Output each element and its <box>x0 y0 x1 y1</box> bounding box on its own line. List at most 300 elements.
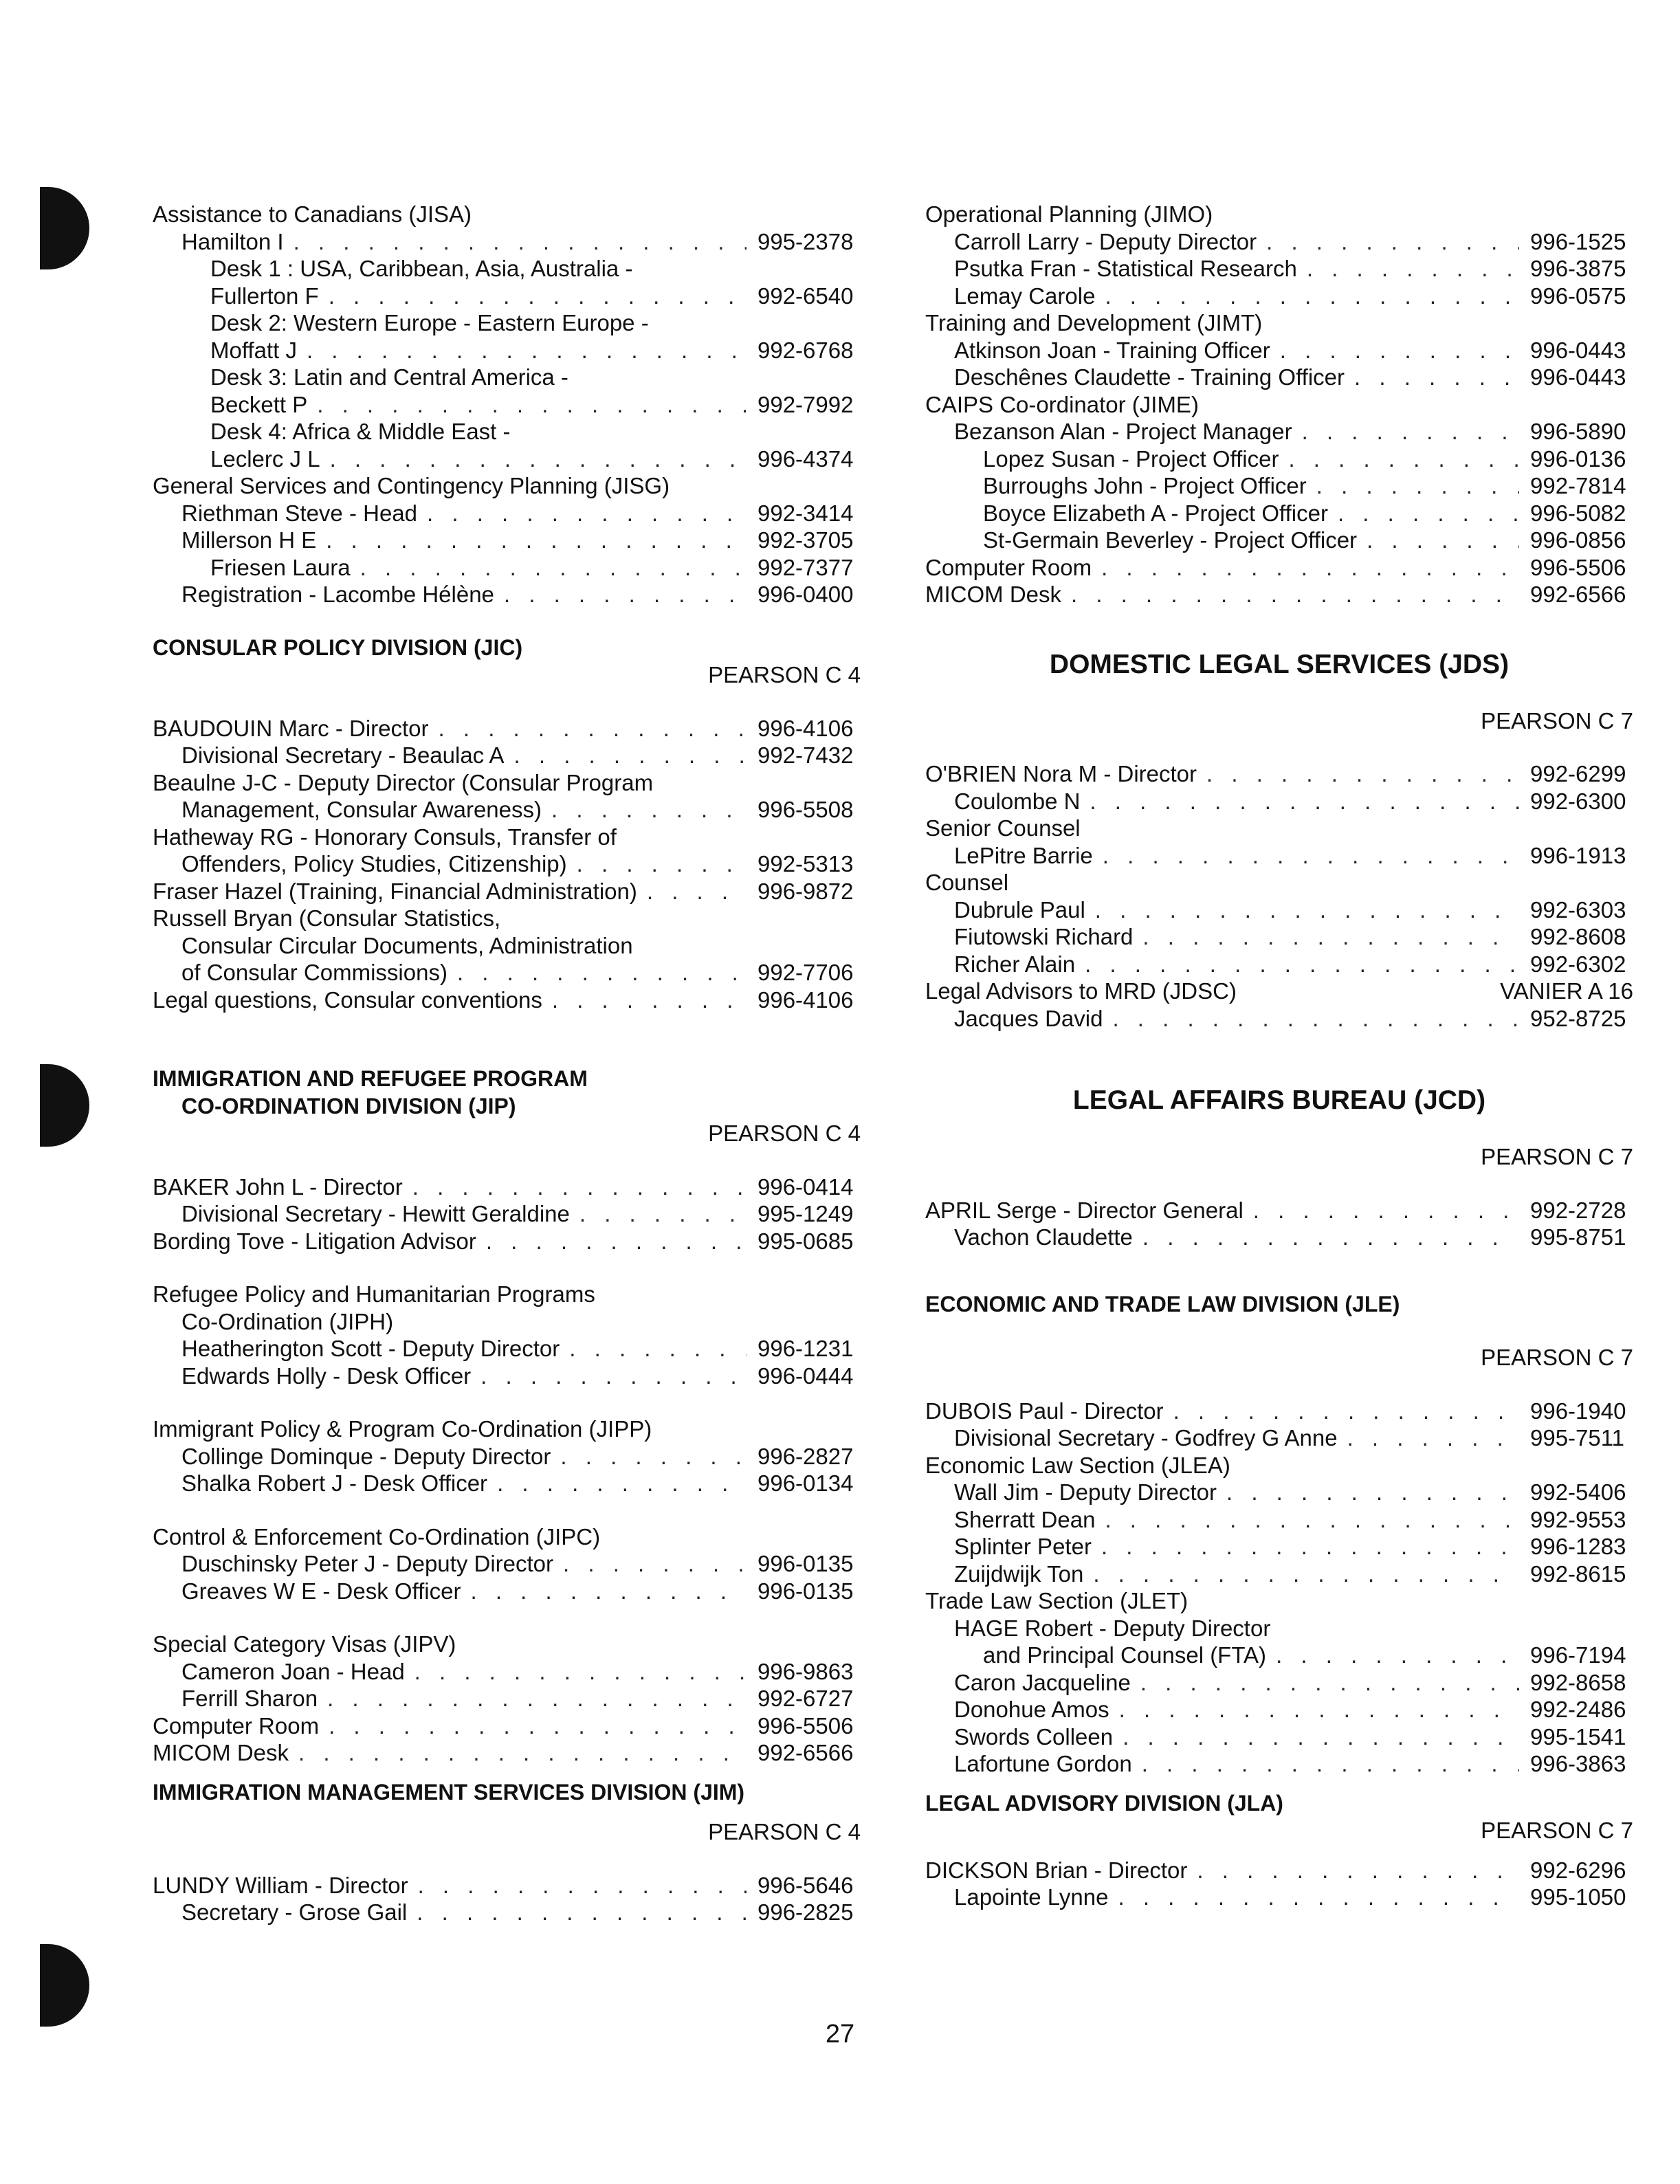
entry-label: St-Germain Beverley - Project Officer <box>983 527 1358 553</box>
directory-entry <box>925 1533 1633 1560</box>
entry-label: General Services and Contingency Planning (JISG) <box>153 473 670 498</box>
directory-entry <box>153 824 861 851</box>
dot-leader <box>560 1443 747 1470</box>
entry-label: Leclerc J L <box>210 445 320 472</box>
directory-entry <box>153 1578 861 1605</box>
dot-leader <box>1140 1669 1519 1697</box>
spacer <box>153 1846 861 1872</box>
spacer <box>153 1497 861 1523</box>
dot-leader <box>1173 1398 1519 1425</box>
directory-entry <box>925 760 1633 788</box>
phone-number: 992-7992 <box>758 391 854 417</box>
phone-number: 996-0856 <box>1530 527 1626 553</box>
entry-label: Splinter Peter <box>954 1534 1092 1559</box>
spacer <box>925 1032 1633 1072</box>
section-title: CONSULAR POLICY DIVISION (JIC) <box>153 635 523 660</box>
dot-leader <box>457 959 747 986</box>
dot-leader <box>418 1872 747 1899</box>
phone-number: 996-1231 <box>758 1336 854 1361</box>
entry-label: Operational Planning (JIMO) <box>925 201 1213 227</box>
dot-leader <box>1123 1723 1519 1751</box>
section-title: IMMIGRATION MANAGEMENT SERVICES DIVISION (JIM) <box>153 1779 745 1805</box>
phone-number: 995-0685 <box>758 1228 854 1254</box>
entry-label: Deschênes Claudette - Training Officer <box>954 364 1345 390</box>
spacer <box>925 681 1633 707</box>
directory-entry <box>153 1200 861 1228</box>
entry-label: Heatherington Scott - Deputy Director <box>181 1336 560 1361</box>
entry-label: Lemay Carole <box>954 283 1096 309</box>
directory-entry <box>153 959 861 986</box>
entry-label: Refugee Policy and Humanitarian Programs <box>153 1281 595 1307</box>
phone-number: 996-1283 <box>1530 1534 1626 1559</box>
phone-number: 996-5506 <box>1530 554 1626 580</box>
dot-leader <box>497 1470 747 1497</box>
phone-number: 996-5646 <box>758 1872 854 1898</box>
entry-label: Richer Alain <box>954 951 1076 977</box>
phone-number: 996-3875 <box>1530 256 1626 281</box>
directory-entry <box>925 1750 1633 1778</box>
phone-number: 992-9553 <box>1530 1506 1626 1532</box>
directory-entry <box>925 1506 1633 1534</box>
punch-hole-bottom <box>40 1944 89 2027</box>
phone-number: 996-0136 <box>1530 445 1626 472</box>
phone-number: 996-0414 <box>758 1173 854 1200</box>
entry-label: Fiutowski Richard <box>954 924 1134 949</box>
dot-leader <box>480 1363 747 1390</box>
phone-number: 995-1050 <box>1530 1884 1626 1910</box>
entry-label: Hamilton I <box>181 228 284 254</box>
punch-hole-middle <box>40 1064 89 1147</box>
spacer <box>153 1255 861 1281</box>
directory-entry <box>153 201 861 228</box>
entry-label: Duschinsky Peter J - Deputy Director <box>181 1551 554 1576</box>
phone-number: 996-5082 <box>1530 500 1626 526</box>
entry-label: Registration - Lacombe Hélène <box>181 582 494 607</box>
directory-entry <box>153 472 861 500</box>
directory-entry <box>925 1615 1633 1642</box>
phone-number: 996-4106 <box>758 986 854 1013</box>
entry-label: Atkinson Joan - Training Officer <box>954 337 1270 363</box>
directory-entry <box>925 896 1633 924</box>
dot-leader <box>327 1685 747 1712</box>
directory-entry <box>925 1669 1633 1697</box>
phone-number: 992-6540 <box>758 283 854 309</box>
office-location: PEARSON C 7 <box>1481 1818 1633 1843</box>
spacer <box>153 1806 861 1818</box>
dot-leader <box>1206 760 1519 788</box>
entry-label: Psutka Fran - Statistical Research <box>954 256 1297 281</box>
spacer <box>153 1389 861 1415</box>
directory-entry <box>925 337 1633 364</box>
entry-label: Boyce Elizabeth A - Project Officer <box>983 500 1328 526</box>
directory-entry <box>153 1550 861 1578</box>
entry-label: MICOM Desk <box>153 1740 289 1765</box>
directory-entry <box>925 228 1633 256</box>
entry-label: Millerson H E <box>181 527 317 553</box>
directory-entry <box>153 1712 861 1740</box>
phone-number: 992-2728 <box>1530 1197 1626 1223</box>
directory-entry <box>925 842 1633 870</box>
dot-leader <box>1316 472 1519 500</box>
phone-number: 996-1913 <box>1530 842 1626 868</box>
spacer <box>925 734 1633 760</box>
directory-entry <box>925 1479 1633 1506</box>
phone-number: 996-4106 <box>758 715 854 741</box>
phone-number: 996-0400 <box>758 582 854 607</box>
entry-label: DICKSON Brian - Director <box>925 1857 1188 1883</box>
dot-leader <box>298 1739 747 1767</box>
phone-number: 992-8658 <box>1530 1669 1626 1695</box>
entry-label: Desk 4: Africa & Middle East - <box>210 419 511 444</box>
directory-entry <box>925 527 1633 554</box>
entry-label: BAKER John L - Director <box>153 1173 403 1200</box>
bureau-title: LEGAL AFFAIRS BUREAU (JCD) <box>1072 1085 1486 1115</box>
phone-number: 996-0443 <box>1530 337 1626 363</box>
directory-entry <box>925 788 1633 815</box>
directory-entry <box>153 1415 861 1443</box>
phone-number: 995-1249 <box>758 1201 854 1226</box>
directory-entry <box>925 1587 1633 1615</box>
directory-entry <box>925 283 1633 310</box>
phone-number: 996-5506 <box>758 1712 854 1739</box>
phone-number: 995-7511 <box>1530 1425 1625 1451</box>
entry-label: LePitre Barrie <box>954 842 1093 868</box>
phone-number: 992-5406 <box>1530 1479 1626 1505</box>
dot-leader <box>1142 923 1519 951</box>
directory-entry <box>153 1173 861 1201</box>
directory-entry <box>153 1335 861 1363</box>
entry-label: Consular Circular Documents, Administration <box>181 932 633 958</box>
entry-label: Computer Room <box>153 1712 320 1739</box>
entry-label: Lapointe Lynne <box>954 1884 1109 1910</box>
phone-number: 996-4374 <box>758 445 854 472</box>
directory-entry <box>153 796 861 824</box>
phone-number: 996-0135 <box>758 1578 854 1604</box>
section-title: ECONOMIC AND TRADE LAW DIVISION (JLE) <box>925 1291 1400 1316</box>
dot-leader <box>1103 842 1519 870</box>
entry-label: Beckett P <box>210 391 308 417</box>
entry-label: Legal Advisors to MRD (JDSC) <box>925 978 1237 1004</box>
directory-entry <box>925 255 1633 283</box>
dot-leader <box>1119 1696 1519 1723</box>
directory-entry <box>153 309 861 337</box>
entry-label: Divisional Secretary - Godfrey G Anne <box>954 1425 1338 1451</box>
entry-label: Carroll Larry - Deputy Director <box>954 228 1257 254</box>
entry-label: Training and Development (JIMT) <box>925 310 1263 335</box>
entry-label: Moffatt J <box>210 337 297 363</box>
directory-entry <box>153 418 861 445</box>
directory-entry <box>153 1872 861 1899</box>
entry-label: Shalka Robert J - Desk Officer <box>181 1470 488 1496</box>
dot-leader <box>1266 228 1519 256</box>
phone-number: 992-7706 <box>758 960 854 985</box>
directory-entry <box>153 742 861 769</box>
entry-label: Management, Consular Awareness) <box>181 797 542 822</box>
directory-entry <box>153 337 861 364</box>
directory-entry <box>153 1228 861 1255</box>
directory-entry <box>925 869 1633 896</box>
dot-leader <box>1354 364 1519 391</box>
spacer <box>925 1072 1633 1084</box>
entry-label: Swords Colleen <box>954 1723 1114 1750</box>
dot-leader <box>417 1899 747 1926</box>
dot-leader <box>1288 445 1519 473</box>
directory-entry <box>153 1281 861 1308</box>
dot-leader <box>1090 788 1519 815</box>
entry-label: Friesen Laura <box>210 554 351 580</box>
spacer <box>925 1318 1633 1344</box>
entry-label: MICOM Desk <box>925 582 1061 607</box>
dot-leader <box>579 1200 747 1228</box>
directory-entry <box>925 1723 1633 1751</box>
phone-number: 992-5313 <box>758 851 854 876</box>
directory-entry <box>925 1884 1633 1911</box>
directory-entry <box>925 1696 1633 1723</box>
phone-number: 996-3863 <box>1530 1751 1626 1776</box>
dot-leader <box>307 337 747 364</box>
dot-leader <box>1101 1533 1519 1560</box>
entry-label: Russell Bryan (Consular Statistics, <box>153 905 501 931</box>
entry-label: Desk 2: Western Europe - Eastern Europe - <box>210 310 649 335</box>
dot-leader <box>1302 418 1519 445</box>
entry-label: Desk 3: Latin and Central America - <box>210 364 568 390</box>
dot-leader <box>329 283 747 310</box>
directory-entry <box>925 418 1633 445</box>
phone-number: 992-7432 <box>758 742 854 768</box>
entry-label: Dubrule Paul <box>954 896 1085 923</box>
directory-entry <box>925 391 1633 419</box>
dot-leader <box>1276 1642 1519 1669</box>
spacer <box>925 1778 1633 1790</box>
dot-leader <box>326 527 747 554</box>
directory-entry <box>153 255 861 283</box>
bureau-title: DOMESTIC LEGAL SERVICES (JDS) <box>1049 649 1510 679</box>
entry-label: Assistance to Canadians (JISA) <box>153 201 472 227</box>
directory-entry <box>153 715 861 742</box>
phone-number: 992-6296 <box>1530 1857 1626 1883</box>
phone-number: 992-6566 <box>1530 582 1626 607</box>
page-number: 27 <box>825 2020 855 2049</box>
directory-entry <box>153 1739 861 1767</box>
dot-leader <box>514 742 747 769</box>
directory-entry <box>925 1560 1633 1588</box>
directory-entry <box>153 364 861 391</box>
spacer <box>925 1171 1633 1197</box>
entry-label: Economic Law Section (JLEA) <box>925 1452 1230 1478</box>
entry-label: APRIL Serge - Director General <box>925 1197 1244 1223</box>
directory-entry <box>925 978 1633 1005</box>
dot-leader <box>1085 951 1519 978</box>
phone-number: 996-2827 <box>758 1443 854 1469</box>
entry-label: Lopez Susan - Project Officer <box>983 445 1279 472</box>
entry-label: DUBOIS Paul - Director <box>925 1398 1164 1424</box>
dot-leader <box>1197 1857 1519 1884</box>
dot-leader <box>1105 283 1519 310</box>
entry-label: Cameron Joan - Head <box>181 1658 405 1684</box>
dot-leader <box>1338 500 1519 527</box>
directory-entry <box>153 1523 861 1551</box>
dot-leader <box>1118 1884 1519 1911</box>
spacer <box>153 1604 861 1631</box>
directory-entry <box>153 1631 861 1658</box>
entry-label: Collinge Dominque - Deputy Director <box>181 1443 551 1469</box>
directory-entry <box>153 1685 861 1712</box>
entry-label: Secretary - Grose Gail <box>181 1899 408 1925</box>
directory-entry <box>925 923 1633 951</box>
phone-number: 996-2825 <box>758 1899 854 1925</box>
directory-entry <box>153 445 861 473</box>
office-location: PEARSON C 4 <box>708 662 861 687</box>
spacer <box>925 1251 1633 1291</box>
directory-entry <box>153 986 861 1014</box>
entry-label: HAGE Robert - Deputy Director <box>954 1615 1271 1641</box>
phone-number: 992-8615 <box>1530 1560 1626 1587</box>
spacer <box>925 1844 1633 1857</box>
directory-entry <box>153 527 861 554</box>
phone-number: 992-3414 <box>758 500 854 526</box>
dot-leader <box>486 1228 747 1255</box>
dot-leader <box>470 1578 747 1605</box>
directory-entry <box>925 1197 1633 1224</box>
section-title: LEGAL ADVISORY DIVISION (JLA) <box>925 1790 1283 1816</box>
phone-number: 996-0135 <box>758 1551 854 1576</box>
directory-entry <box>925 1857 1633 1884</box>
entry-label: Desk 1 : USA, Caribbean, Asia, Australia - <box>210 256 633 281</box>
entry-label: and Principal Counsel (FTA) <box>983 1642 1267 1668</box>
dot-leader <box>1142 1750 1519 1778</box>
entry-label: Special Category Visas (JIPV) <box>153 1631 456 1657</box>
directory-entry <box>153 932 861 960</box>
directory-entry <box>153 878 861 905</box>
phone-number: 992-6768 <box>758 337 854 363</box>
phone-number: 996-9872 <box>758 878 854 904</box>
dot-leader <box>317 391 747 419</box>
spacer <box>153 1013 861 1053</box>
dot-leader <box>1112 1005 1519 1033</box>
directory-entry <box>153 1443 861 1470</box>
dot-leader <box>1071 581 1519 608</box>
dot-leader <box>439 715 747 742</box>
punch-hole-top <box>40 187 89 269</box>
spacer <box>153 689 861 715</box>
directory-entry <box>153 769 861 797</box>
directory-entry <box>925 445 1633 473</box>
entry-label: Wall Jim - Deputy Director <box>954 1479 1217 1505</box>
office-location: PEARSON C 7 <box>1481 707 1633 733</box>
directory-entry <box>153 850 861 878</box>
entry-label: Coulombe N <box>954 788 1081 814</box>
entry-label: Greaves W E - Desk Officer <box>181 1578 461 1604</box>
dot-leader <box>504 581 747 608</box>
phone-number: 995-1541 <box>1530 1723 1626 1750</box>
phone-number: 996-0443 <box>1530 364 1626 390</box>
phone-number: 996-0134 <box>758 1470 854 1496</box>
dot-leader <box>551 796 747 824</box>
directory-entry <box>153 1658 861 1686</box>
entry-label: Trade Law Section (JLET) <box>925 1588 1189 1613</box>
entry-label: Vachon Claudette <box>954 1224 1133 1250</box>
dot-leader <box>329 1712 747 1740</box>
phone-number: 996-0575 <box>1530 283 1626 309</box>
entry-label: LUNDY William - Director <box>153 1872 408 1898</box>
entry-label: Lafortune Gordon <box>954 1751 1132 1776</box>
directory-entry <box>925 1642 1633 1669</box>
phone-number: 996-9863 <box>758 1658 854 1684</box>
spacer <box>153 1147 861 1173</box>
entry-label: Computer Room <box>925 554 1092 580</box>
entry-label: O'BRIEN Nora M - Director <box>925 761 1197 786</box>
entry-label: Offenders, Policy Studies, Citizenship) <box>181 851 567 876</box>
phone-number: 992-6566 <box>758 1740 854 1765</box>
directory-entry <box>925 1424 1633 1452</box>
phone-number: 995-8751 <box>1530 1224 1626 1250</box>
dot-leader <box>412 1173 747 1201</box>
dot-leader <box>569 1335 747 1363</box>
phone-number: 992-8608 <box>1530 924 1626 949</box>
dot-leader <box>1367 527 1519 554</box>
dot-leader <box>294 228 747 256</box>
directory-entry <box>153 1899 861 1926</box>
directory-entry <box>153 283 861 310</box>
dot-leader <box>330 445 747 473</box>
directory-entry <box>925 472 1633 500</box>
entry-label: Zuijdwijk Ton <box>954 1560 1084 1587</box>
directory-entry <box>925 364 1633 391</box>
dot-leader <box>427 500 747 527</box>
entry-label: Fraser Hazel (Training, Financial Administration) <box>153 878 637 904</box>
directory-entry <box>925 309 1633 337</box>
dot-leader <box>1226 1479 1519 1506</box>
phone-number: 995-2378 <box>758 228 854 254</box>
directory-entry <box>925 951 1633 978</box>
directory-entry <box>925 1224 1633 1251</box>
directory-entry <box>925 500 1633 527</box>
directory-entry <box>153 1308 861 1336</box>
dot-leader <box>1095 896 1519 924</box>
entry-label: Bording Tove - Litigation Advisor <box>153 1228 476 1254</box>
directory-entry <box>925 1398 1633 1425</box>
phone-number: 996-1525 <box>1530 228 1626 254</box>
entry-label: CAIPS Co-ordinator (JIME) <box>925 391 1199 417</box>
dot-leader <box>1253 1197 1519 1224</box>
dot-leader <box>1280 337 1519 364</box>
dot-leader <box>577 850 747 878</box>
right-column <box>925 201 1633 1911</box>
entry-label: Senior Counsel <box>925 815 1081 841</box>
entry-label: Divisional Secretary - Beaulac A <box>181 742 505 768</box>
phone-number: VANIER A 16 <box>1500 978 1633 1004</box>
entry-label: Legal questions, Consular conventions <box>153 986 542 1013</box>
dot-leader <box>1093 1560 1519 1588</box>
entry-label: Sherratt Dean <box>954 1506 1096 1532</box>
spacer <box>153 608 861 635</box>
directory-entry <box>925 1452 1633 1479</box>
entry-label: of Consular Commissions) <box>181 960 447 985</box>
dot-leader <box>1347 1424 1519 1452</box>
phone-number: 952-8725 <box>1530 1005 1626 1031</box>
phone-number: 996-5508 <box>758 797 854 822</box>
entry-label: Control & Enforcement Co-Ordination (JIPC) <box>153 1523 601 1549</box>
directory-entry <box>925 581 1633 608</box>
entry-label: Burroughs John - Project Officer <box>983 473 1307 498</box>
entry-label: Caron Jacqueline <box>954 1669 1131 1695</box>
phone-number: 996-0444 <box>758 1363 854 1389</box>
spacer <box>925 608 1633 648</box>
entry-label: Hatheway RG - Honorary Consuls, Transfer of <box>153 824 617 850</box>
directory-entry <box>153 554 861 582</box>
section-title: CO-ORDINATION DIVISION (JIP) <box>181 1093 516 1118</box>
office-location: PEARSON C 7 <box>1481 1144 1633 1169</box>
